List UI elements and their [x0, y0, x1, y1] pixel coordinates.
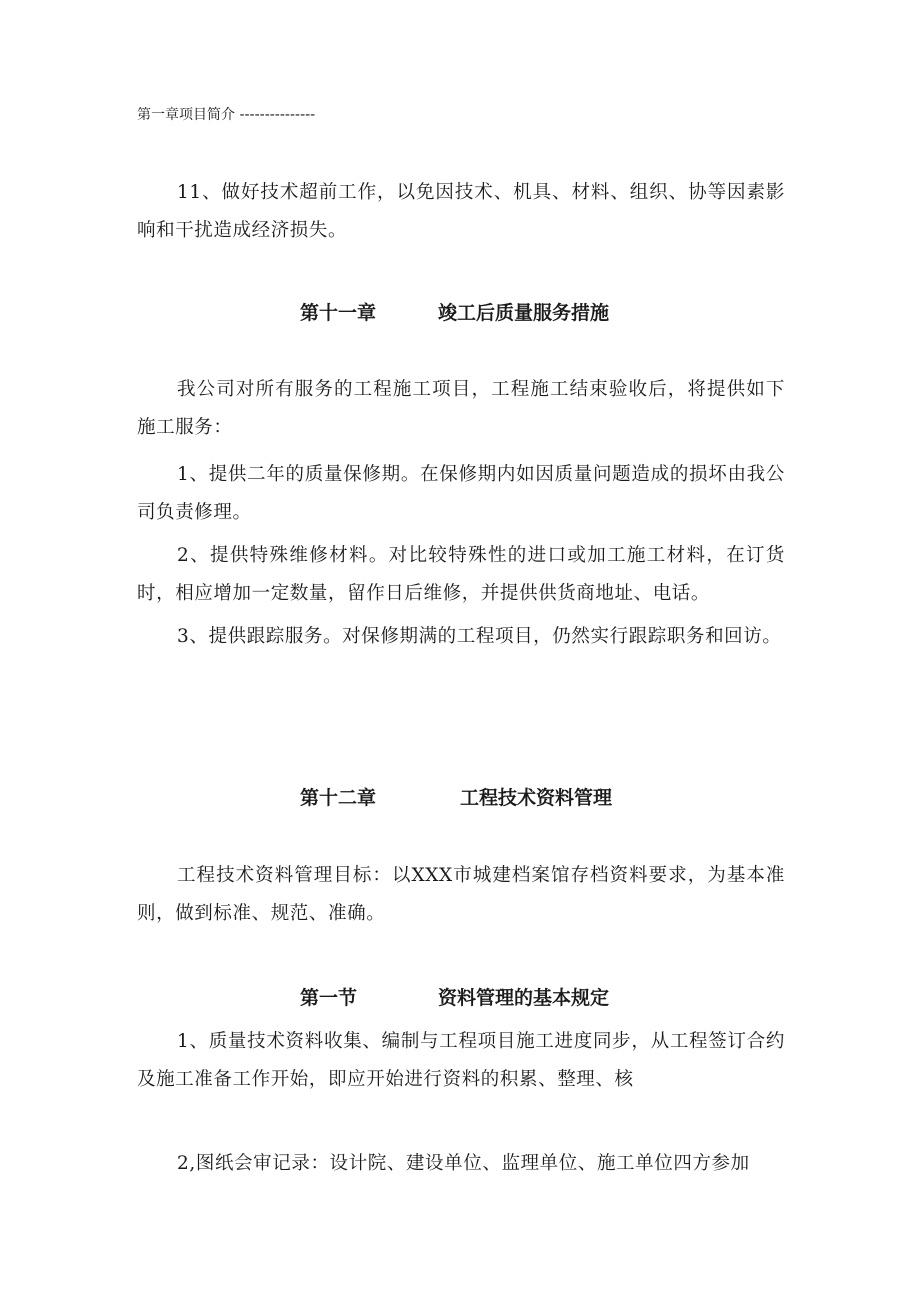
- toc-entry: 第一章项目简介 ---------------: [137, 107, 316, 123]
- paragraph-chapter-11-intro: 我公司对所有服务的工程施工项目，工程施工结束验收后，将提供如下施工服务：: [137, 379, 785, 438]
- paragraph-rule-1: 1、质量技术资料收集、编制与工程项目施工进度同步，从工程签订合约及施工准备工作开始，即应开始进行资料的积累、整理、核: [137, 1031, 785, 1090]
- section-1-title: 资料管理的基本规定: [438, 987, 610, 1009]
- paragraph-item-11: 11、做好技术超前工作，以免因技术、机具、材料、组织、协等因素影响和干扰造成经济损失。: [137, 182, 785, 241]
- chapter-12-number: 第十二章: [300, 787, 377, 809]
- paragraph-service-1: 1、提供二年的质量保修期。在保修期内如因质量问题造成的损坏由我公司负责修理。: [137, 464, 785, 523]
- paragraph-service-2: 2、提供特殊维修材料。对比较特殊性的进口或加工施工材料，在订货时，相应增加一定数量，留作日后维修，并提供供货商地址、电话。: [137, 545, 785, 604]
- section-1-number: 第一节: [300, 987, 358, 1009]
- chapter-12-title: 工程技术资料管理: [460, 787, 613, 809]
- section-1-heading: [300, 983, 609, 1010]
- paragraph-chapter-12-goal: 工程技术资料管理目标：以XXX市城建档案馆存档资料要求，为基本准则，做到标准、规范、准确。: [137, 865, 785, 924]
- chapter-12-heading: [300, 783, 612, 810]
- chapter-11-heading: [300, 298, 609, 325]
- chapter-11-number: 第十一章: [300, 302, 377, 324]
- chapter-11-title: 竣工后质量服务措施: [438, 302, 610, 324]
- paragraph-service-3: 3、提供跟踪服务。对保修期满的工程项目，仍然实行跟踪职务和回访。: [177, 626, 782, 647]
- paragraph-rule-2: 2,图纸会审记录：设计院、建设单位、监理单位、施工单位四方参加: [177, 1153, 750, 1174]
